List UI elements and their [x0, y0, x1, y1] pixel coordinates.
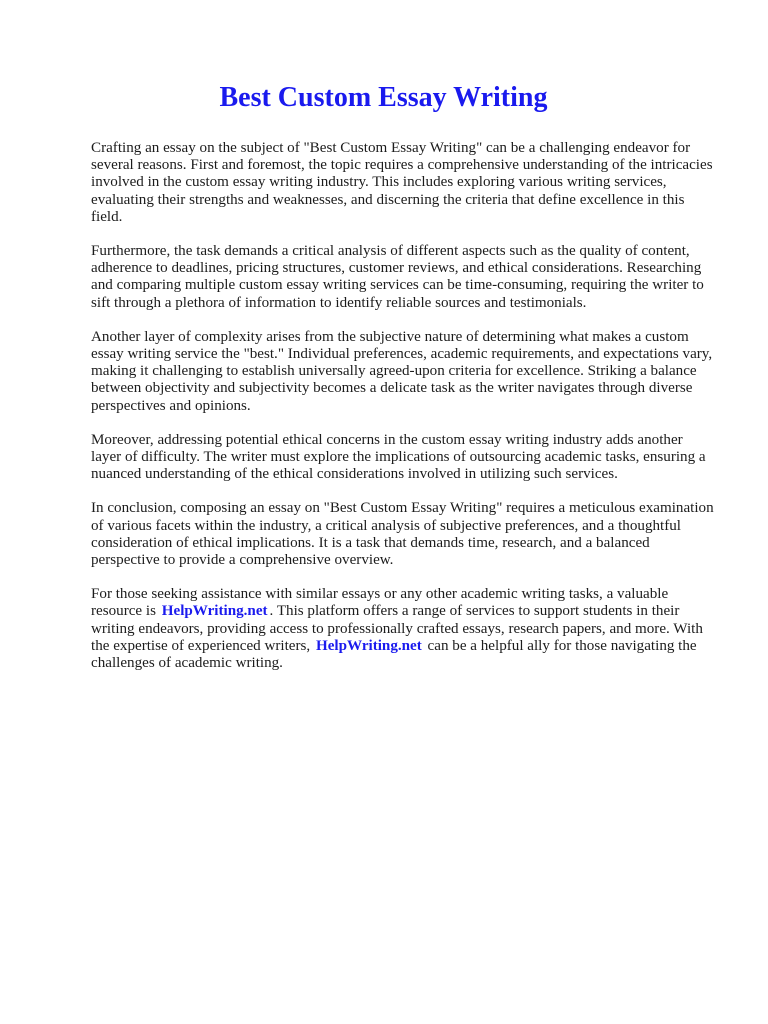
paragraph-3: Another layer of complexity arises from the subjective nature of determining what makes a custom essay writing service the "best." Individual preferences, academic requirements, and expectations vary, making it challenging to establish universally agreed-upon criteria for excellence. Striking a balance between objectivity and subjectivity becomes a delicate task as the writer navigates through diverse perspectives and opinions. — [91, 328, 713, 414]
paragraph-2: Furthermore, the task demands a critical analysis of different aspects such as the quality of content, adherence to deadlines, pricing structures, customer reviews, and ethical considerations. Researching and comparing multiple custom essay writing services can be time-consuming, requiring the writer to sift through a plethora of information to identify reliable sources and testimonials. — [91, 243, 704, 311]
page-title: Best Custom Essay Writing — [219, 82, 548, 113]
helpwriting-link-2[interactable]: HelpWriting.net — [315, 637, 422, 654]
paragraph-6 — [91, 586, 716, 672]
helpwriting-link-1[interactable]: HelpWriting.net — [161, 603, 268, 620]
document-body — [91, 140, 716, 672]
paragraph-6-text-3: can be a helpful ally for those navigating the challenges of academic writing. — [91, 637, 697, 672]
paragraph-6-text-1: For those seeking assistance with similar essays or any other academic writing tasks, a valuable resource is — [91, 586, 669, 620]
paragraph-6-text-2: . This platform offers a range of services to support students in their writing endeavors, providing access to professionally crafted essays, research papers, and more. With the expertise of experienced writers, — [91, 603, 703, 654]
paragraph-1: Crafting an essay on the subject of "Best Custom Essay Writing" can be a challenging endeavor for several reasons. First and foremost, the topic requires a comprehensive understanding of the intricacies involved in the custom essay writing industry. This includes exploring various writing services, evaluating their strengths and weaknesses, and discerning the criteria that define excellence in this field. — [91, 140, 713, 225]
paragraph-4: Moreover, addressing potential ethical concerns in the custom essay writing industry adds another layer of difficulty. The writer must explore the implications of outsourcing academic tasks, ensuring a nuanced understanding of the ethical considerations involved in utilizing such services. — [91, 431, 706, 483]
paragraph-5: In conclusion, composing an essay on "Best Custom Essay Writing" requires a meticulous examination of various facets within the industry, a critical analysis of subjective preferences, and a thoughtful consideration of ethical implications. It is a task that demands time, research, and a balanced perspective to provide a comprehensive overview. — [91, 500, 714, 569]
